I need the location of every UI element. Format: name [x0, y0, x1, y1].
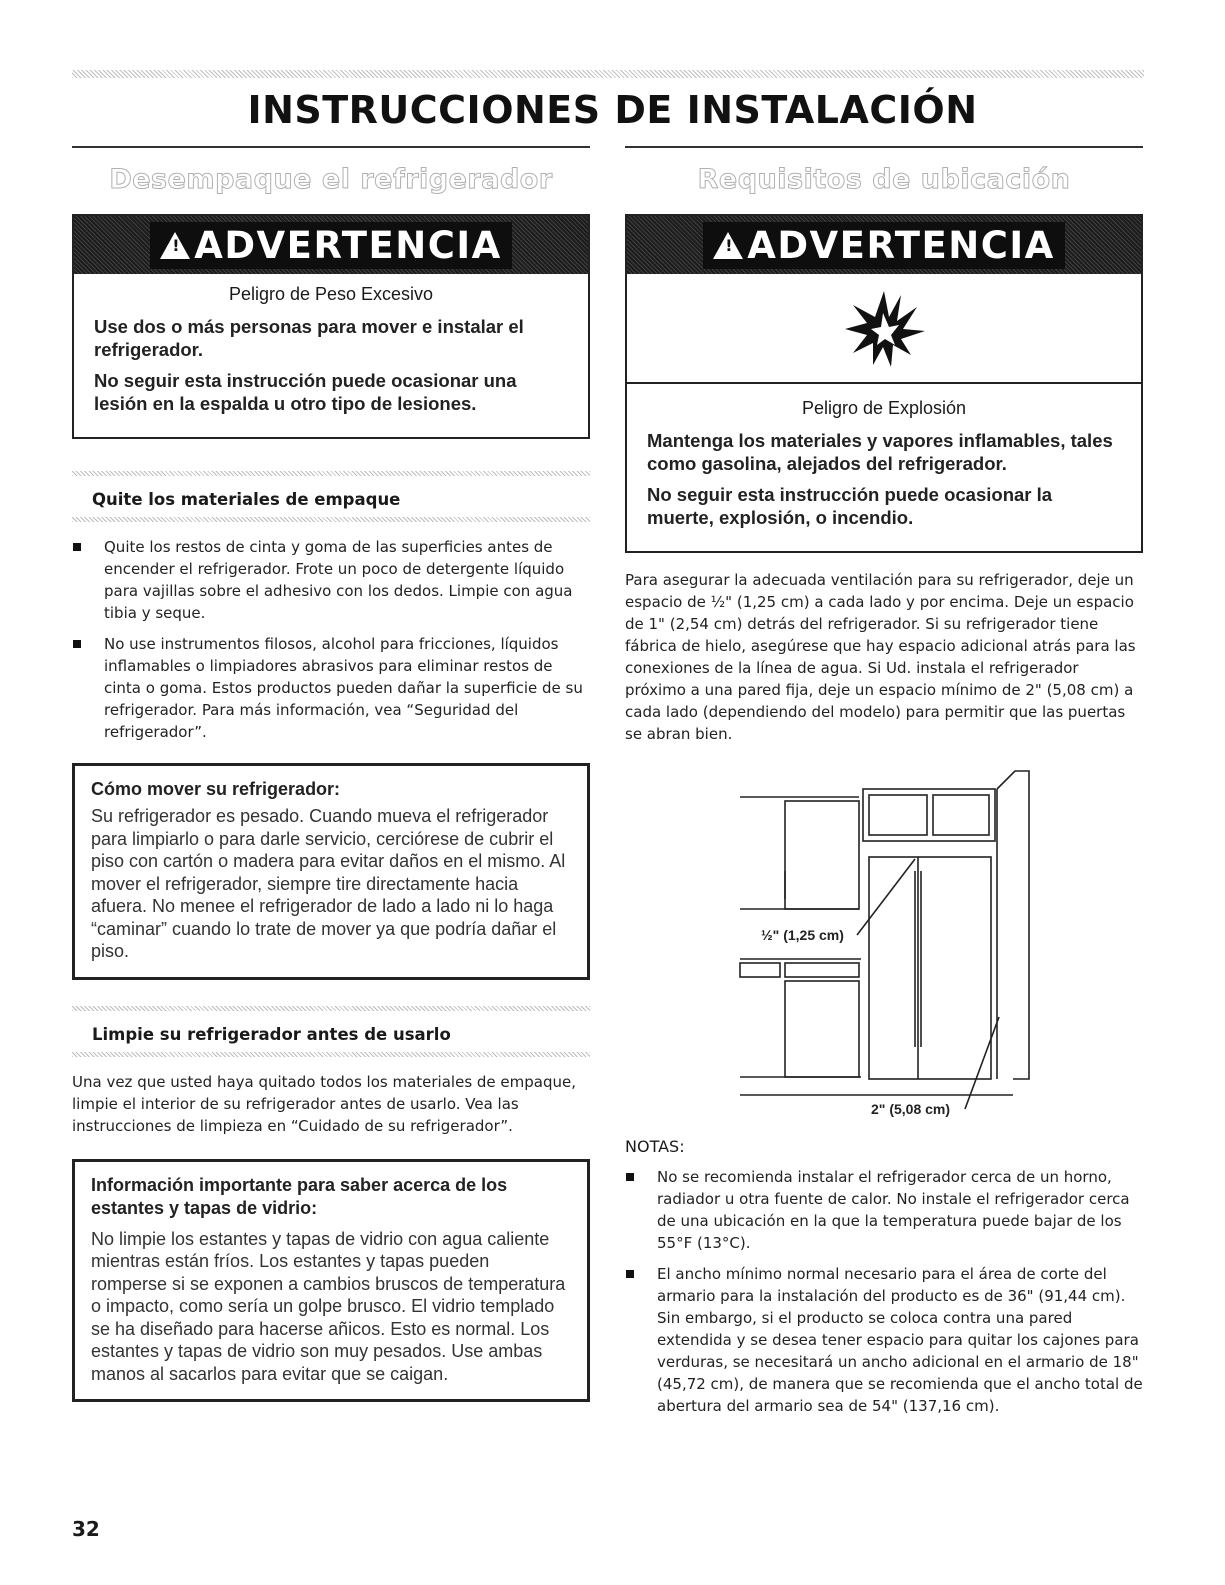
left-column	[72, 146, 590, 1402]
clearance-label-two-inch: 2" (5,08 cm)	[871, 1101, 951, 1117]
warning-subtitle: Peligro de Peso Excesivo	[228, 284, 434, 304]
clean-paragraph: Una vez que usted haya quitado todos los materiales de empaque, limpie el interior de su refrigerador antes de usarlo. Vea las instrucciones de limpieza en “Cuidado de su refrigerador”.	[72, 1072, 576, 1135]
warning-signal-word: ADVERTENCIA	[194, 223, 502, 267]
info-box-title: Cómo mover su refrigerador:	[91, 779, 341, 799]
section-rule	[72, 146, 590, 148]
warning-triangle-icon: !	[713, 232, 743, 259]
warning-box-weight	[72, 214, 590, 439]
location-paragraph: Para asegurar la adecuada ventilación para su refrigerador, deje un espacio de ½" (1,25 cm) a cada lado y por encima. Deje un espacio de 1" (2,54 cm) detrás del refrigerador. Si su refrigerador tiene fábrica de hielo, asegúrese que hay espacio adicional atrás para las conexiones de la línea de agua. Si Ud. instala el refrigerador próximo a una pared fija, deje un espacio mínimo de 2" (5,08 cm) a cada lado (dependiendo del modelo) para permitir que las puertas se abran bien.	[625, 571, 1136, 743]
subsection-title: Quite los materiales de empaque	[92, 490, 401, 509]
warning-header	[74, 216, 588, 274]
explosion-icon-area	[627, 274, 1141, 384]
list-item: No se recomienda instalar el refrigerador cerca de un horno, radiador u otra fuente de calor. No instale el refrigerador cerca de una ubicación en la que la temperatura puede bajar de los 55°F (13°C).	[625, 1166, 1143, 1254]
clean-section	[72, 1006, 590, 1137]
top-decorative-band	[72, 70, 1144, 78]
glass-info-box	[72, 1159, 590, 1403]
section-heading-unpack: Desempaque el refrigerador	[109, 164, 553, 195]
info-box-text: Su refrigerador es pesado. Cuando mueva el refrigerador para limpiarlo o para darle servicio, cerciórese de cubrir el piso con cartón o madera para evitar daños en el mismo. Al mover el refrigerador, siempre tire directamente hacia afuera. No menee el refrigerador de lado a lado ni lo haga “caminar” cuando lo trate de mover ya que podría dañar el piso.	[91, 806, 566, 961]
remove-packaging-section	[72, 471, 590, 743]
hatch-divider	[72, 517, 590, 522]
list-item: El ancho mínimo normal necesario para el área de corte del armario para la instalación del producto es de 36" (91,44 cm). Sin embargo, si el producto se coloca contra una pared extendida y se desea tener espacio para quitar los cajones para verduras, se necesitará un ancho adicional en el armario de 18" (45,72 cm), de manera que se recomienda que el ancho total de abertura del armario sea de 54" (137,16 cm).	[625, 1263, 1143, 1417]
warning-instruction: Use dos o más personas para mover e instalar el refrigerador.	[94, 316, 524, 360]
clearance-label-half-inch: ½" (1,25 cm)	[761, 927, 844, 943]
warning-header	[627, 216, 1141, 274]
hatch-divider	[72, 1052, 590, 1057]
subsection-title: Limpie su refrigerador antes de usarlo	[92, 1024, 451, 1044]
warning-triangle-icon: !	[160, 232, 190, 259]
warning-subtitle: Peligro de Explosión	[801, 398, 967, 418]
notes-list	[625, 1166, 1143, 1417]
warning-signal-word: ADVERTENCIA	[747, 223, 1055, 267]
section-heading-location: Requisitos de ubicación	[697, 164, 1071, 195]
notes-title: NOTAS:	[625, 1137, 685, 1156]
list-item: Quite los restos de cinta y goma de las superficies antes de encender el refrigerador. Frote un poco de detergente líquido para vajillas sobre el adhesivo con los dedos. Limpie con agua tibia y seque.	[72, 536, 590, 624]
info-box-title: Información importante para saber acerca de los estantes y tapas de vidrio:	[91, 1174, 508, 1218]
clearance-diagram	[625, 759, 1143, 1119]
page-title: INSTRUCCIONES DE INSTALACIÓN	[247, 88, 978, 132]
bullet-list	[72, 536, 590, 743]
warning-consequence: No seguir esta instrucción puede ocasionar la muerte, explosión, o incendio.	[647, 484, 1053, 528]
kitchen-installation-illustration	[625, 759, 1143, 1119]
warning-instruction: Mantenga los materiales y vapores inflamables, tales como gasolina, alejados del refrigerador.	[647, 430, 1113, 474]
right-column	[625, 146, 1143, 1426]
warning-consequence: No seguir esta instrucción puede ocasionar una lesión en la espalda u otro tipo de lesiones.	[94, 370, 517, 414]
section-rule	[625, 146, 1143, 148]
list-item: No use instrumentos filosos, alcohol para fricciones, líquidos inflamables o limpiadores abrasivos para eliminar restos de cinta o goma. Estos productos pueden dañar la superficie de su refrigerador. Para más información, vea “Seguridad del refrigerador”.	[72, 633, 590, 743]
page-number: 32	[72, 1517, 100, 1541]
explosion-icon	[839, 283, 929, 373]
moving-info-box	[72, 763, 590, 980]
warning-box-explosion	[625, 214, 1143, 553]
info-box-text: No limpie los estantes y tapas de vidrio con agua caliente mientras están fríos. Los estantes y tapas pueden romperse si se exponen a cambios bruscos de temperatura o impacto, como sería un golpe brusco. El vidrio templado se ha diseñado para hacerse añicos. Esto es normal. Los estantes y tapas de vidrio son muy pesados. Use ambas manos al sacarlos para evitar que se caigan.	[91, 1228, 566, 1384]
